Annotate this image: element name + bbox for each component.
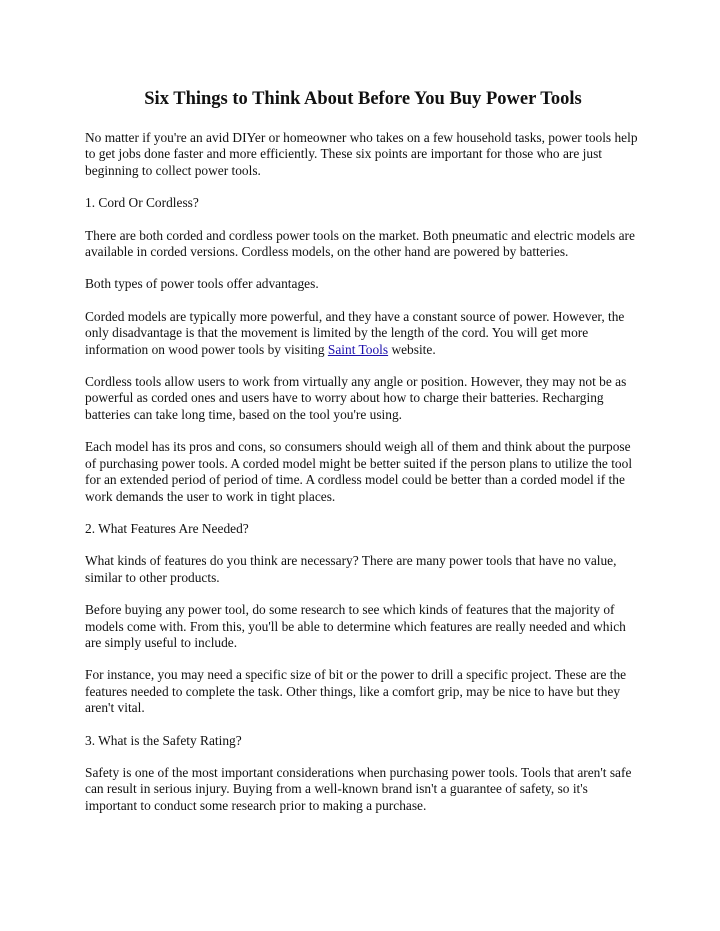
paragraph-pros-cons: Each model has its pros and cons, so consumers should weigh all of them and think about the purpose of purchasing power tools. A corded model might be better suited if the person plans to utilize the tool for an extended period of period of time. A cordless model could be better than a corded model if the work demands the user to work in tight places. <box>85 439 633 504</box>
paragraph-features-question: What kinds of features do you think are necessary? There are many power tools that have no value, similar to other products. <box>85 553 617 585</box>
document-title: Six Things to Think About Before You Buy Power Tools <box>144 89 582 109</box>
saint-tools-link[interactable]: Saint Tools <box>327 341 389 357</box>
section-heading-cord-or-cordless: 1. Cord Or Cordless? <box>85 195 199 211</box>
paragraph-corded-models-tail: website. <box>388 341 436 357</box>
paragraph-features-example: For instance, you may need a specific size of bit or the power to drill a specific project. These are the features needed to complete the task. Other things, like a comfort grip, may be nice to have but they aren't vital. <box>85 667 627 716</box>
paragraph-corded-models-text: Corded models are typically more powerful, and they have a constant source of power. However, the only disadvantage is that the movement is limited by the length of the cord. You will get more information on wood power tools by visiting <box>85 308 625 357</box>
document-page <box>85 88 641 830</box>
paragraph-safety: Safety is one of the most important considerations when purchasing power tools. Tools that aren't safe can result in serious injury. Buying from a well-known brand isn't a guarantee of safety, so it's important to conduct some research prior to making a purchase. <box>85 764 632 813</box>
paragraph-features-research: Before buying any power tool, do some research to see which kinds of features that the majority of models come with. From this, you'll be able to determine which features are really needed and which are simply useful to include. <box>85 602 626 650</box>
paragraph-corded-cordless-overview: There are both corded and cordless power tools on the market. Both pneumatic and electric models are available in corded versions. Cordless models, on the other hand are powered by batteries. <box>85 227 635 260</box>
section-heading-features: 2. What Features Are Needed? <box>85 520 249 536</box>
section-heading-safety: 3. What is the Safety Rating? <box>85 732 242 748</box>
paragraph-advantages: Both types of power tools offer advantages. <box>85 276 319 292</box>
intro-paragraph: No matter if you're an avid DIYer or homeowner who takes on a few household tasks, power tools help to get jobs done faster and more efficiently. These six points are important for those who are just beginning to collect power tools. <box>85 130 638 178</box>
paragraph-cordless-tools: Cordless tools allow users to work from virtually any angle or position. However, they may not be as powerful as corded ones and users have to worry about how to charge their batteries. Recharging batteries can take long time, based on the tool you're using. <box>85 374 627 422</box>
paragraph-corded-models <box>85 309 641 358</box>
